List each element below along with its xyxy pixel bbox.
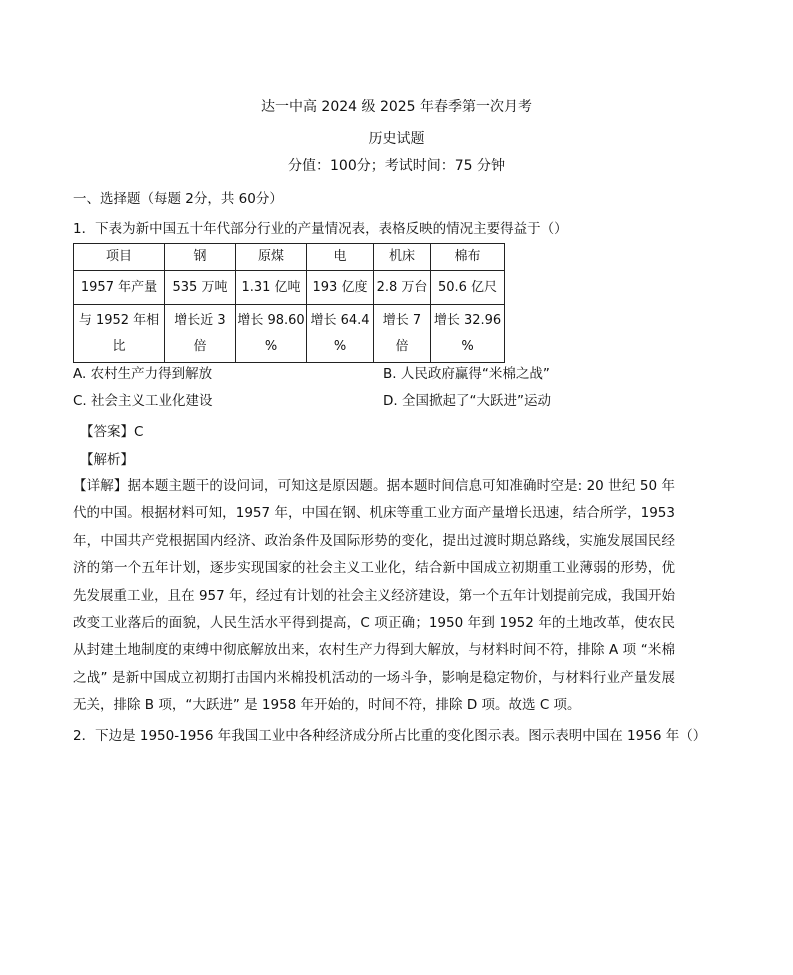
table-cell: 535 万吨 [165, 271, 236, 305]
table-header-cell: 钢 [165, 244, 236, 271]
subject-title: 历史试题 [368, 131, 425, 147]
table-cell: 增长近 3 倍 [165, 305, 236, 363]
question-1-stem: 1．下表为新中国五十年代部分行业的产量情况表，表格反映的情况主要得益于（） [73, 221, 568, 237]
table-cell: 1957 年产量 [74, 271, 165, 305]
table-cell: 增长 64.4 % [307, 305, 374, 363]
table-cell: 增长 32.96 % [431, 305, 505, 363]
analysis-label: 【解析】 [80, 452, 134, 468]
table-cell: 增长 7 倍 [374, 305, 431, 363]
table-row [74, 271, 505, 305]
exam-title: 达一中高 2024 级 2025 年春季第一次月考 [260, 99, 533, 115]
table-cell: 与 1952 年相 比 [74, 305, 165, 363]
option-b: B. 人民政府赢得“米棉之战” [383, 366, 550, 382]
table-header-cell: 机床 [374, 244, 431, 271]
production-table [73, 243, 505, 363]
option-a: A. 农村生产力得到解放 [73, 366, 213, 382]
section-heading: 一、选择题（每题 2分，共 60分） [73, 191, 283, 207]
table-header-cell: 原煤 [236, 244, 307, 271]
table-cell: 增长 98.60 % [236, 305, 307, 363]
table-header-cell: 棉布 [431, 244, 505, 271]
table-cell: 1.31 亿吨 [236, 271, 307, 305]
table-row [74, 305, 505, 363]
table-cell: 193 亿度 [307, 271, 374, 305]
exam-info: 分值：100分；考试时间：75 分钟 [288, 158, 505, 174]
table-header-row [74, 244, 505, 271]
question-2-stem: 2．下边是 1950-1956 年我国工业中各种经济成分所占比重的变化图示表。图示表明中国在 1956 年（） [73, 728, 707, 744]
option-c: C. 社会主义工业化建设 [73, 393, 213, 409]
table-cell: 2.8 万台 [374, 271, 431, 305]
table-cell: 50.6 亿尺 [431, 271, 505, 305]
table-header-cell: 项目 [74, 244, 165, 271]
option-d: D. 全国掀起了“大跃进”运动 [383, 393, 551, 409]
detail-paragraph: 【详解】据本题主题干的设问词，可知这是原因题。据本题时间信息可知准确时空是: 20 世纪 50 年代的中国。根据材料可知，1957 年，中国在钢、机床等重工业方面产量增长迅速，结合所学，1953 年，中国共产党根据国内经济、政治条件及国际形势的变化，提出过渡时期总路线，实施发展国民经济的第一个五年计划，逐步实现国家的社会主义工业化，结合新中国成立初期重工业薄弱的形势，优先发展重工业，且在 957 年，经过有计划的社会主义经济建设，第一个五年计划提前完成，我国开始改变工业落后的面貌，人民生活水平得到提高，C 项正确；1950 年到 1952 年的土地改革，使农民从封建土地制度的束缚中彻底解放出来，农村生产力得到大解放，与材料时间不符，排除 A 项 “米棉之战” 是新中国成立初期打击国内米棉投机活动的一场斗争，影响是稳定物价，与材料行业产量发展无关，排除 B 项，“大跃进” 是 1958 年开始的，时间不符，排除 D 项。故选 C 项。 [73, 478, 675, 714]
table-header-cell: 电 [307, 244, 374, 271]
answer-line: 【答案】C [80, 424, 144, 440]
